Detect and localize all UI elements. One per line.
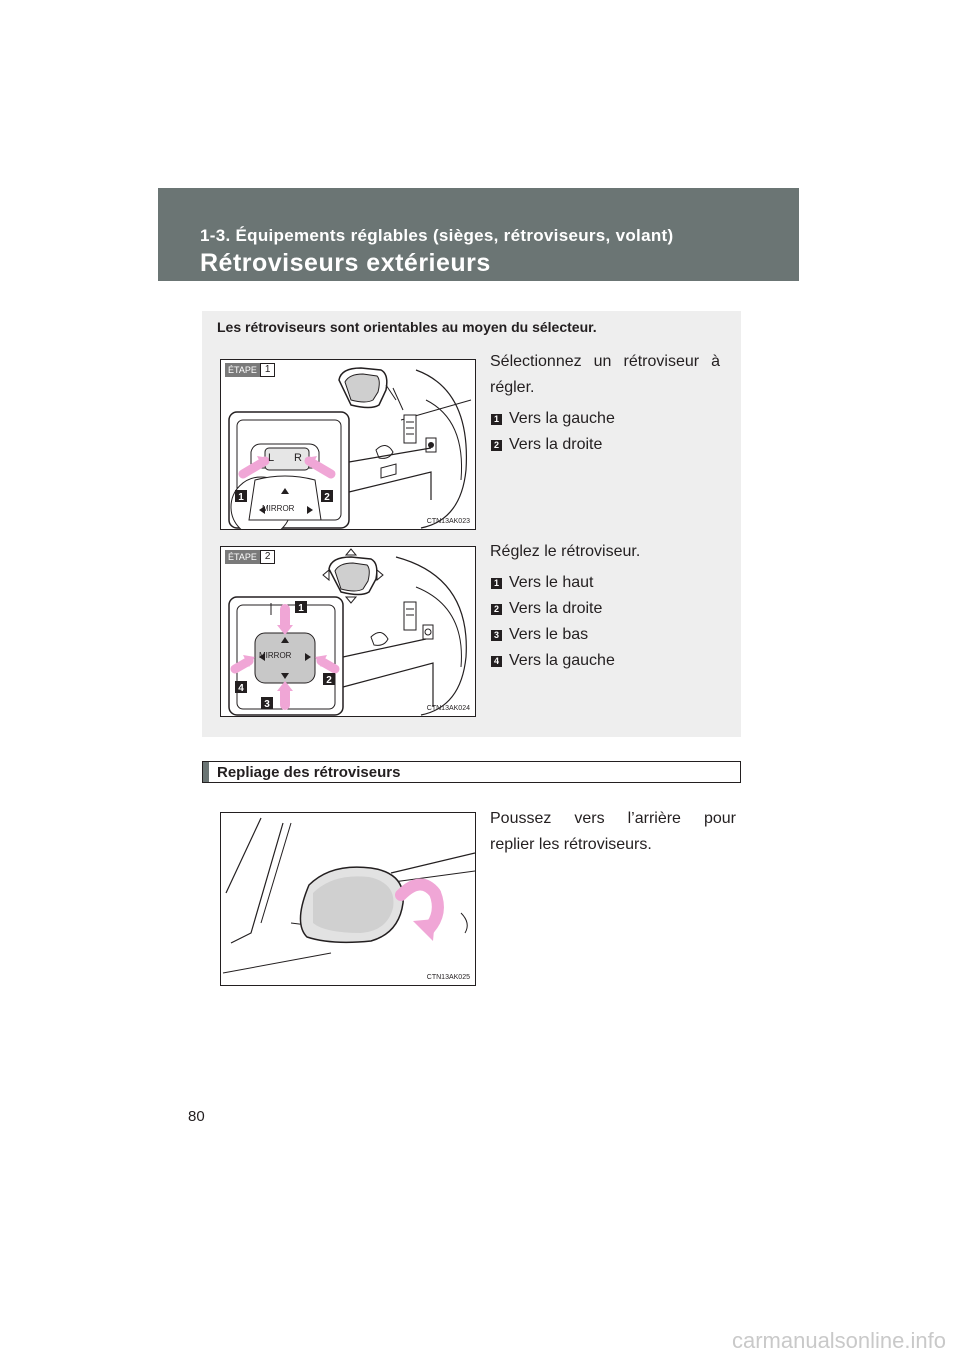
svg-text:1: 1: [238, 492, 244, 503]
step1-text: Sélectionnez un rétroviseur à régler.: [490, 353, 720, 396]
page-title: Rétroviseurs extérieurs: [200, 249, 491, 277]
step2-item: 3 Vers le bas: [491, 626, 588, 644]
svg-text:1: 1: [298, 603, 304, 614]
subsection-header: Repliage des rétroviseurs: [202, 761, 741, 783]
chapter-header: [158, 188, 799, 281]
mirror-label: MIRROR: [262, 504, 295, 513]
svg-text:3: 3: [264, 699, 270, 710]
etape-1: ÉTAPE 1: [225, 363, 275, 377]
step2-item: 1 Vers le haut: [491, 574, 594, 592]
step1-item: 1 Vers la gauche: [491, 410, 615, 428]
mirror-switch-illustration: [221, 360, 475, 529]
figure-code: CTN13AK023: [426, 518, 470, 525]
mirror-label: MIRROR: [259, 651, 292, 660]
etape-2: ÉTAPE 2: [225, 550, 275, 564]
fold-figure: [220, 812, 476, 986]
step2-item: 4 Vers la gauche: [491, 652, 615, 670]
figure-code: CTN13AK025: [426, 974, 470, 981]
step2-text: Réglez le rétroviseur.: [490, 543, 641, 560]
switch-left-label: L: [268, 452, 275, 464]
intro-text: Les rétroviseurs sont orientables au moyen du sélecteur.: [217, 319, 597, 335]
section-title: 1-3. Équipements réglables (sièges, rétroviseurs, volant): [200, 226, 674, 245]
fold-text: Poussez vers l’arrière pour replier les rétroviseurs.: [490, 810, 736, 853]
figure-code: CTN13AK024: [426, 705, 470, 712]
svg-text:4: 4: [238, 683, 244, 694]
step1-figure: [220, 359, 476, 530]
page-number: 80: [188, 1108, 205, 1125]
step2-figure: [220, 546, 476, 717]
switch-right-label: R: [294, 452, 302, 464]
svg-text:2: 2: [326, 675, 332, 686]
mirror-adjust-illustration: [221, 547, 475, 716]
step1-item: 2 Vers la droite: [491, 436, 602, 454]
step2-item: 2 Vers la droite: [491, 600, 602, 618]
svg-text:2: 2: [324, 492, 330, 503]
watermark: carmanualsonline.info: [731, 1328, 946, 1353]
mirror-fold-illustration: [221, 813, 475, 985]
